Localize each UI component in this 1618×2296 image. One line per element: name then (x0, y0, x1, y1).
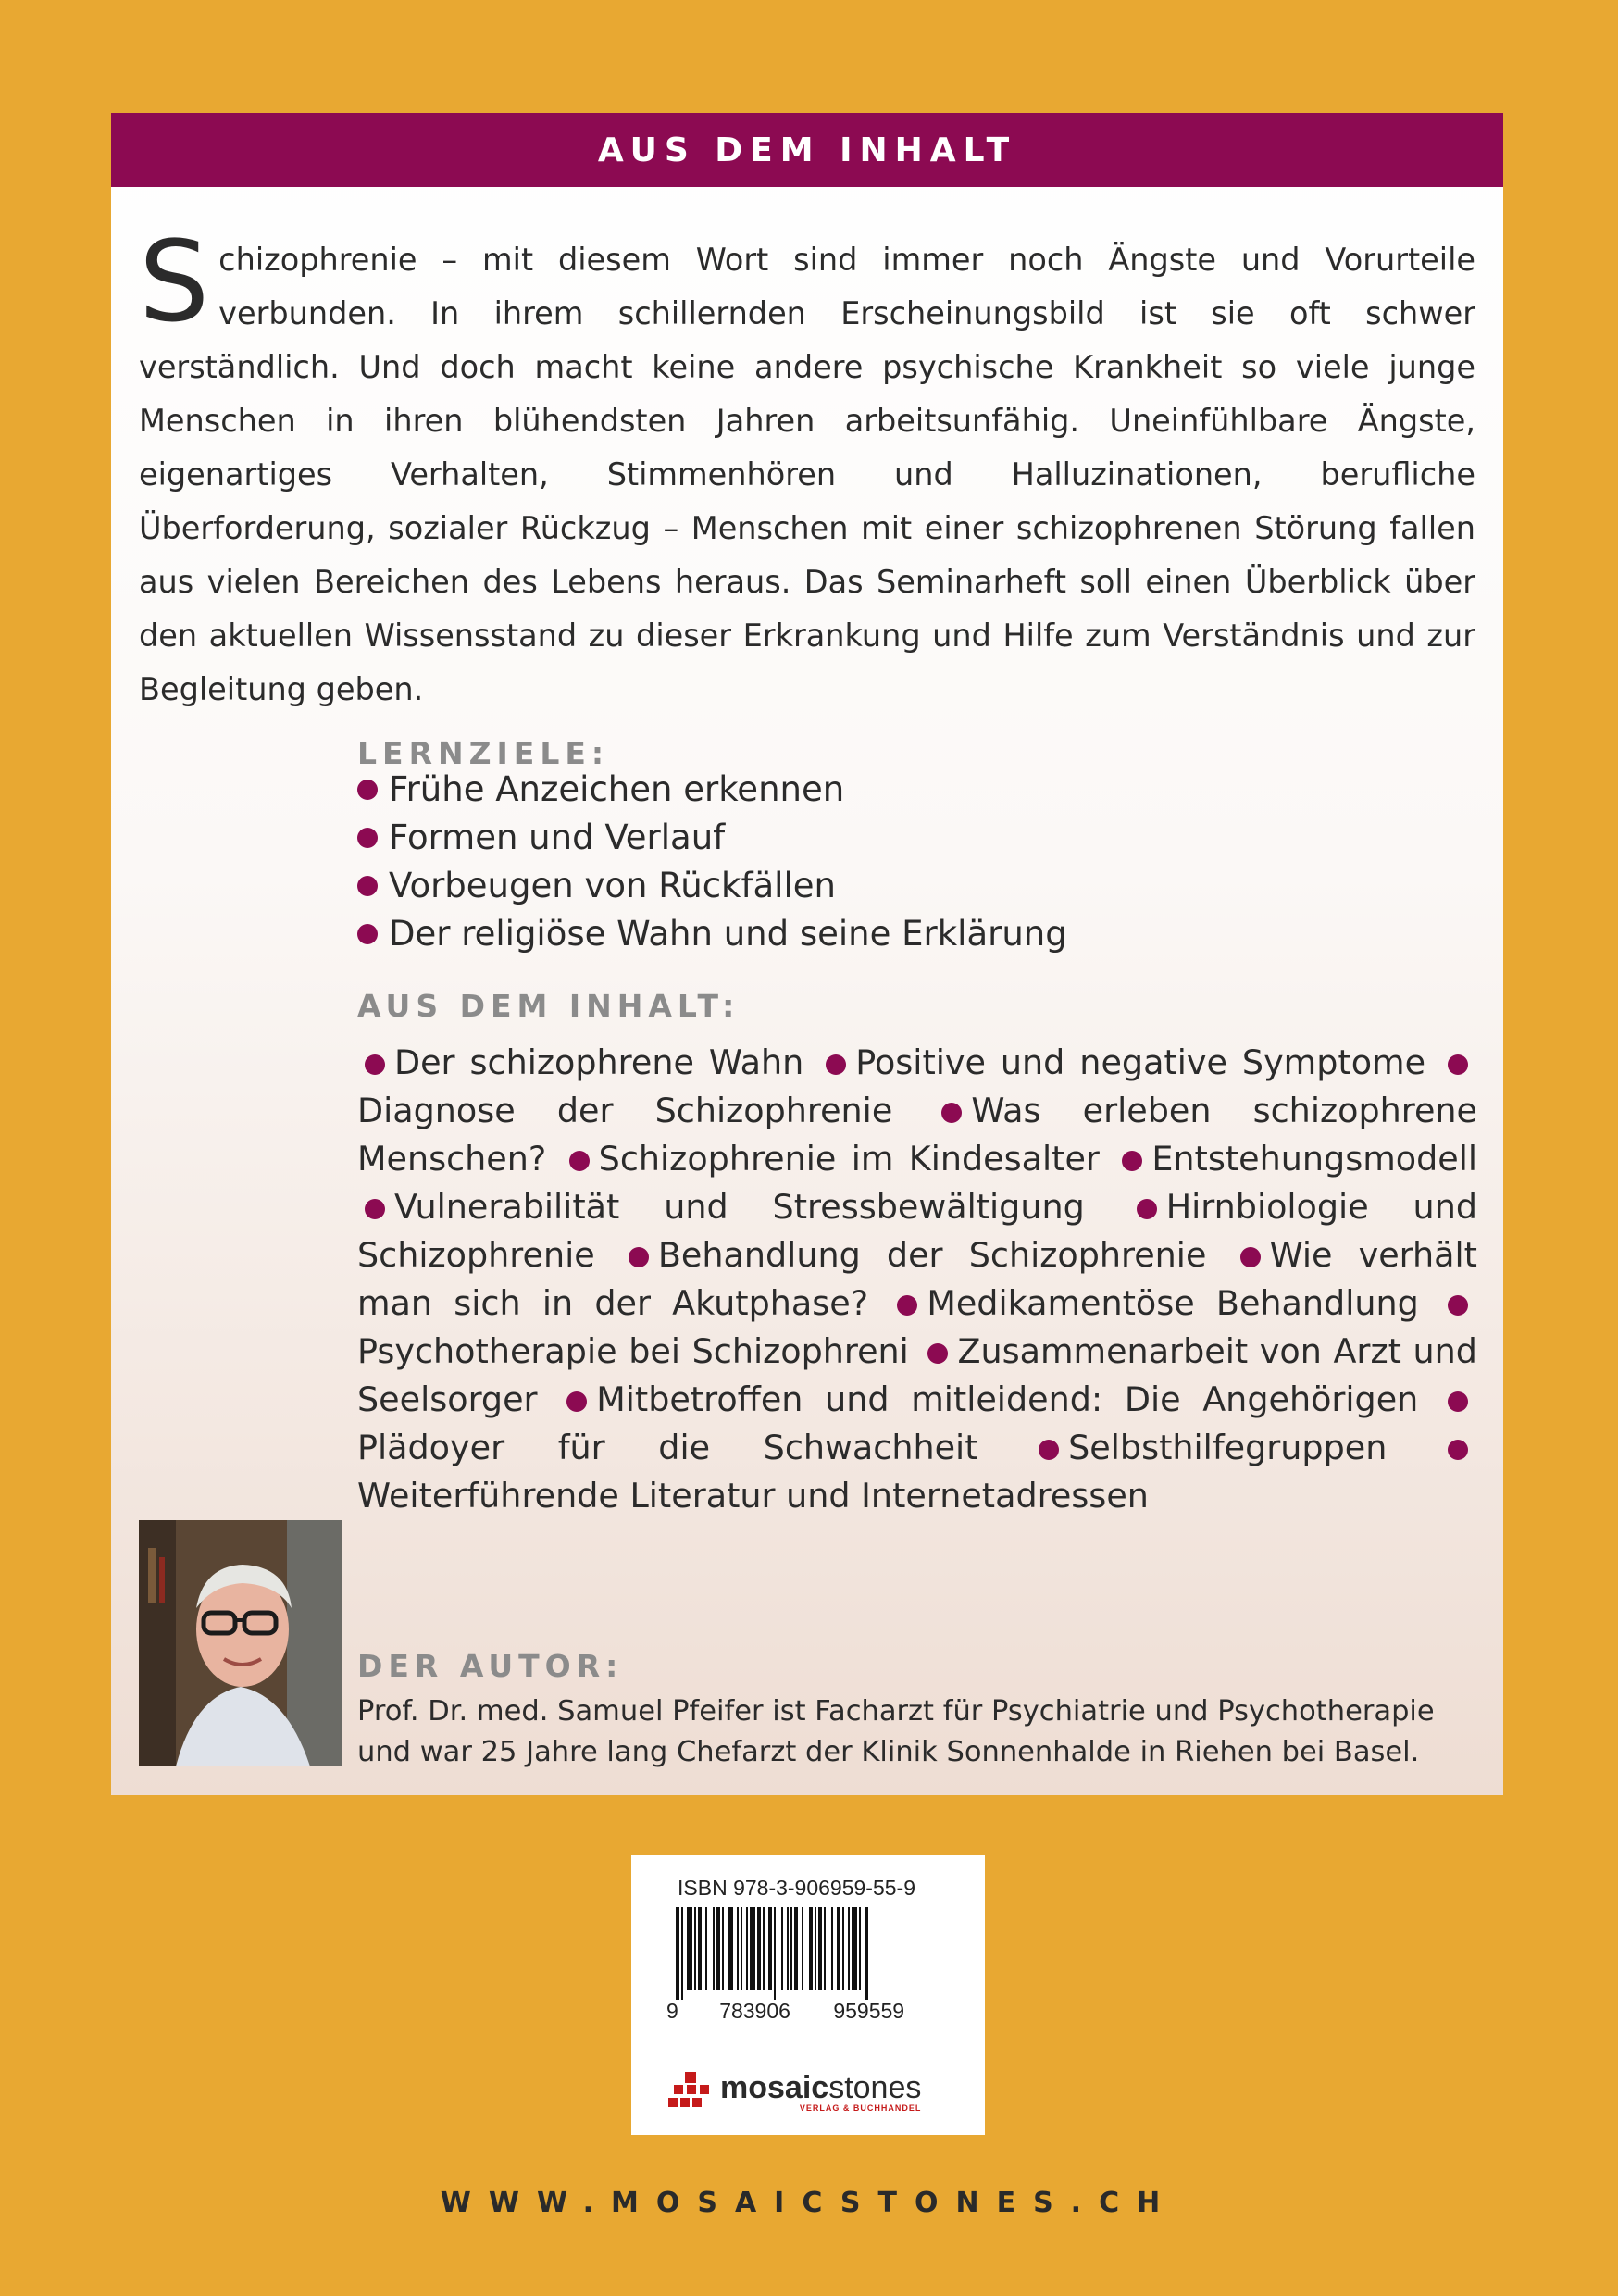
barcode-bar (741, 1907, 742, 1990)
mosaic-logo-icon (668, 2070, 713, 2115)
topic-item: Plädoyer für die Schwachheit (357, 1428, 978, 1467)
barcode-box (631, 1855, 985, 2135)
bullet-icon (897, 1295, 917, 1316)
barcode-icon (668, 1907, 946, 2004)
barcode-bar (831, 1907, 833, 1990)
content-panel (111, 113, 1503, 1795)
contents-label: AUS DEM INHALT: (357, 988, 741, 1024)
barcode-bar (705, 1907, 707, 1990)
bullet-icon (569, 1151, 590, 1171)
barcode-bar (676, 1907, 679, 2000)
publisher-logo (668, 2070, 921, 2115)
topic-item: Was erleben schizophrene Menschen? (357, 1091, 1477, 1179)
bullet-icon (357, 780, 378, 800)
author-photo (139, 1520, 342, 1766)
topic-item: Medikamentöse Behandlung (927, 1283, 1419, 1323)
author-text: Prof. Dr. med. Samuel Pfeifer ist Facharzt für Psychiatrie und Psychotherapie und war 25 Jahre lang Chefarzt der Klinik Sonnenhalde in Riehen bei Basel. (357, 1695, 1435, 1768)
list-item: Formen und Verlauf (357, 814, 1283, 862)
barcode-bar (722, 1907, 724, 1990)
bullet-icon (566, 1391, 587, 1412)
topic-item: Selbsthilfegruppen (1068, 1428, 1388, 1467)
bullet-icon (927, 1343, 948, 1364)
website-url: WWW.MOSAICSTONES.CH (440, 2187, 1178, 2219)
barcode-bar (746, 1907, 748, 1990)
barcode-bar (794, 1907, 798, 1990)
bullet-icon (1448, 1440, 1468, 1460)
topic-item: Entstehungsmodell (1151, 1139, 1478, 1179)
dropcap: S (139, 218, 210, 347)
barcode-digits: 9 783906 959559 (666, 1999, 905, 2023)
list-item: Frühe Anzeichen erkennen (357, 766, 1283, 814)
bullet-icon (357, 876, 378, 896)
barcode-bar (768, 1907, 772, 1990)
barcode-bar (802, 1907, 803, 1990)
publisher-name: mosaicstones (720, 2070, 922, 2105)
barcode-bar (687, 1907, 692, 1990)
intro-text: chizophrenie – mit diesem Wort sind immer noch Ängste und Vorurteile verbunden. In ihrem schillernden Erscheinungsbild ist sie oft schwer verständlich. Und doch macht keine andere psychische Krankheit so viele junge Menschen in ihren blühendsten Jahren arbeitsunfähig. Uneinfühlbare Ängste, eigenartiges Verhalten, Stimmenhören und Halluzinationen, berufliche Überforderung, sozialer Rückzug – Menschen mit einer schizophrenen Störung fallen aus vielen Bereichen des Lebens heraus. Das Seminarheft soll einen Überblick über den aktuellen Wissensstand zu dieser Erkrankung und Hilfe zum Verständnis und zur Begleitung geben. (139, 242, 1475, 707)
topic-item: Der schizophrene Wahn (394, 1042, 804, 1082)
header-title: AUS DEM INHALT (597, 131, 1017, 169)
barcode-bar (852, 1907, 857, 1990)
barcode-bar (774, 1907, 776, 2000)
topic-item: Behandlung der Schizophrenie (657, 1235, 1207, 1275)
bullet-icon (357, 924, 378, 944)
contents-list (357, 1039, 1477, 1520)
bullet-icon (629, 1247, 649, 1267)
barcode-bar (781, 1907, 783, 1990)
isbn-text: ISBN 978-3-906959-55-9 (678, 1876, 915, 1900)
list-item: Vorbeugen von Rückfällen (357, 862, 1283, 910)
intro-paragraph (139, 218, 1475, 717)
bullet-icon (1448, 1295, 1468, 1316)
author-label: DER AUTOR: (357, 1648, 624, 1684)
barcode-bar (737, 1907, 739, 1990)
barcode-bar (750, 1907, 755, 1990)
topic-item: Positive und negative Symptome (855, 1042, 1426, 1082)
barcode-bar (824, 1907, 826, 1990)
goals-list (357, 766, 1283, 958)
barcode-bar (763, 1907, 765, 1990)
barcode-bar (790, 1907, 792, 1990)
header-bar (111, 113, 1503, 187)
barcode-bar (694, 1907, 696, 1990)
bullet-icon (1448, 1054, 1468, 1075)
barcode-bar (787, 1907, 789, 1990)
barcode-bar (848, 1907, 850, 1990)
bullet-icon (1448, 1391, 1468, 1412)
barcode-bar (728, 1907, 733, 1990)
topic-item: Wie verhält man sich in der Akutphase? (357, 1235, 1477, 1323)
bullet-icon (1122, 1151, 1142, 1171)
barcode-bar (681, 1907, 683, 2000)
barcode-bar (815, 1907, 816, 1990)
topic-item: Zusammenarbeit von Arzt und Seelsorger (357, 1331, 1477, 1419)
bullet-icon (357, 828, 378, 848)
goals-label: LERNZIELE: (357, 735, 610, 771)
barcode-bar (716, 1907, 720, 1990)
publisher-subtitle: VERLAG & BUCHHANDEL (799, 2103, 922, 2113)
bullet-icon (941, 1103, 962, 1123)
bullet-icon (826, 1054, 846, 1075)
bullet-icon (1137, 1199, 1157, 1219)
barcode-bar (837, 1907, 840, 1990)
bullet-icon (365, 1199, 385, 1219)
barcode-bar (859, 1907, 861, 1990)
topic-item: Diagnose der Schizophrenie (357, 1091, 893, 1130)
bullet-icon (365, 1054, 385, 1075)
list-item: Der religiöse Wahn und seine Erklärung (357, 910, 1283, 958)
topic-item: Schizophrenie im Kindesalter (598, 1139, 1100, 1179)
bullet-icon (1039, 1440, 1059, 1460)
barcode-bar (757, 1907, 761, 1990)
barcode-bar (713, 1907, 715, 1990)
barcode-bar (809, 1907, 813, 1990)
barcode-bar (698, 1907, 702, 1990)
barcode-bar (842, 1907, 844, 1990)
topic-item: Hirnbiologie und Schizophrenie (357, 1187, 1477, 1275)
topic-item: Mitbetroffen und mitleidend: Die Angehörigen (596, 1379, 1419, 1419)
topic-item: Psychotherapie bei Schizophreni (357, 1331, 909, 1371)
topic-item: Weiterführende Literatur und Internetadressen (357, 1476, 1149, 1516)
barcode-bar (818, 1907, 822, 1990)
bullet-icon (1240, 1247, 1261, 1267)
barcode-bar (865, 1907, 868, 2000)
topic-item: Vulnerabilität und Stressbewältigung (394, 1187, 1085, 1227)
